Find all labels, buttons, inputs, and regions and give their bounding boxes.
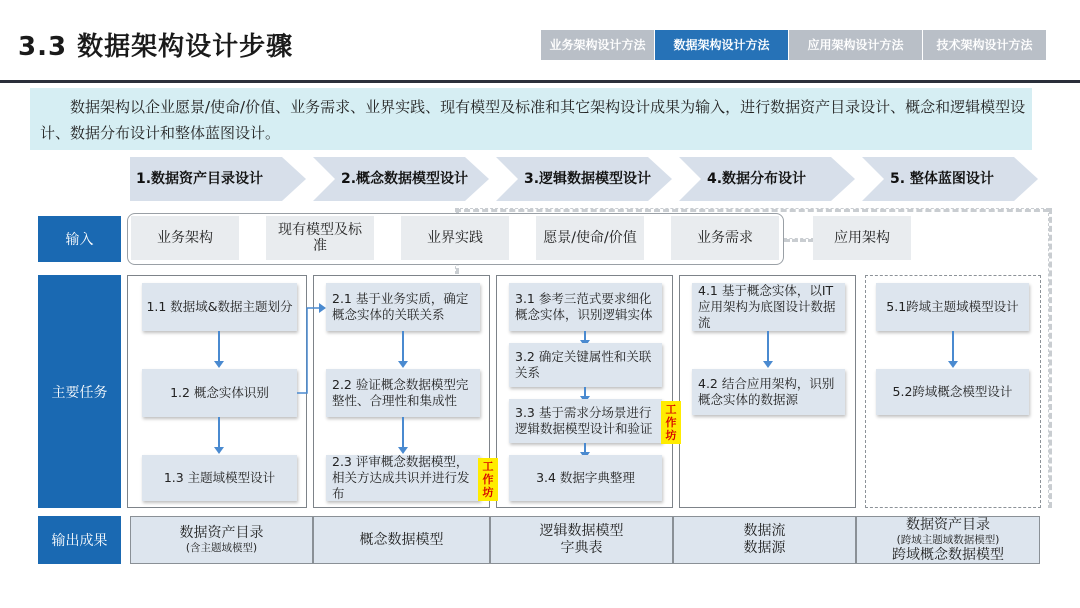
arrow-down-icon [218,417,220,448]
step-4-chevron [679,157,855,201]
arrow-down-icon [584,331,586,341]
output-line: 字典表 [560,540,603,556]
output-line: 概念数据模型 [359,531,444,548]
output-line: 数据资产目录 [906,516,990,533]
input-industry-practice: 业界实践 [401,216,509,260]
input-application-architecture: 应用架构 [813,216,911,260]
arrow-down-icon [584,443,586,453]
step-5-chevron [862,157,1038,201]
task-2-3: 2.3 评审概念数据模型，相关方达成共识并进行发布 [326,455,480,501]
input-existing-models: 现有模型及标准 [266,216,374,260]
arrow-down-icon [402,417,404,448]
dashed-connector [1048,208,1052,508]
dashed-connector [784,238,814,242]
output-note: (含主题域模型) [185,542,258,554]
input-business-architecture: 业务架构 [131,216,239,260]
output-conceptual-model [313,516,490,564]
output-logical-model [490,516,673,564]
header-divider [0,80,1080,83]
step-4-label: 4.数据分布设计 [707,171,807,187]
arrow-down-icon [767,331,769,362]
task-3-1: 3.1 参考三范式要求细化概念实体，识别逻辑实体 [509,283,662,331]
task-2-2: 2.2 验证概念数据模型完整性、合理性和集成性 [326,369,480,417]
arrow-down-icon [952,331,954,362]
output-line: 跨域概念数据模型 [892,546,1004,563]
intro-text: 数据架构以企业愿景/使命/价值、业务需求、业界实践、现有模型及标准和其它架构设计成果为输入，进行数据资产目录设计、概念和逻辑模型设计、数据分布设计和整体蓝图设计。 [40,98,1026,142]
connector-arrow-icon [297,280,327,400]
row-label-tasks: 主要任务 [38,275,121,508]
tab-business-architecture[interactable]: 业务架构设计方法 [541,30,654,60]
row-label-input: 输入 [38,216,121,262]
output-note: (跨域主题域数据模型) [896,533,1000,546]
task-5-1: 5.1跨域主题域模型设计 [876,283,1029,331]
input-business-requirements: 业务需求 [671,216,779,260]
task-3-3: 3.3 基于需求分场景进行逻辑数据模型设计和验证 [509,399,662,443]
output-line: 逻辑数据模型 [539,523,624,539]
output-cross-domain [856,516,1040,564]
step-3-chevron [496,157,672,201]
input-vision: 愿景/使命/价值 [536,216,644,260]
step-2-chevron [313,157,489,201]
step-2-label: 2.概念数据模型设计 [341,171,469,187]
tab-application-architecture[interactable]: 应用架构设计方法 [789,30,922,60]
output-line: 数据源 [743,540,786,556]
dashed-connector [455,208,1049,212]
task-3-4: 3.4 数据字典整理 [509,455,662,501]
task-2-1: 2.1 基于业务实质，确定概念实体的关联关系 [326,283,480,331]
arrow-down-icon [218,331,220,362]
step-5-label: 5. 整体蓝图设计 [890,171,994,187]
workshop-badge: 工作坊 [661,401,681,444]
arrow-down-icon [584,387,586,397]
output-data-flow [673,516,856,564]
tab-technology-architecture[interactable]: 技术架构设计方法 [923,30,1046,60]
step-1-chevron [130,157,306,201]
page-title: 3.3 数据架构设计步骤 [18,32,294,62]
task-4-1: 4.1 基于概念实体，以IT应用架构为底图设计数据流 [692,283,845,331]
task-3-2: 3.2 确定关键属性和关联关系 [509,343,662,387]
task-4-2: 4.2 结合应用架构，识别概念实体的数据源 [692,369,845,415]
task-1-3: 1.3 主题域模型设计 [142,455,297,501]
workshop-badge: 工作坊 [478,458,498,501]
task-1-1: 1.1 数据域&数据主题划分 [142,283,297,331]
task-5-2: 5.2跨域概念模型设计 [876,369,1029,415]
tab-data-architecture[interactable]: 数据架构设计方法 [655,30,788,60]
step-3-label: 3.逻辑数据模型设计 [524,171,652,187]
output-line: 数据流 [743,523,786,539]
row-label-output: 输出成果 [38,516,121,564]
task-1-2: 1.2 概念实体识别 [142,369,297,417]
step-1-label: 1.数据资产目录设计 [136,171,264,187]
output-data-asset-catalog [130,516,313,564]
arrow-down-icon [402,331,404,362]
output-line: 数据资产目录 [179,525,264,541]
